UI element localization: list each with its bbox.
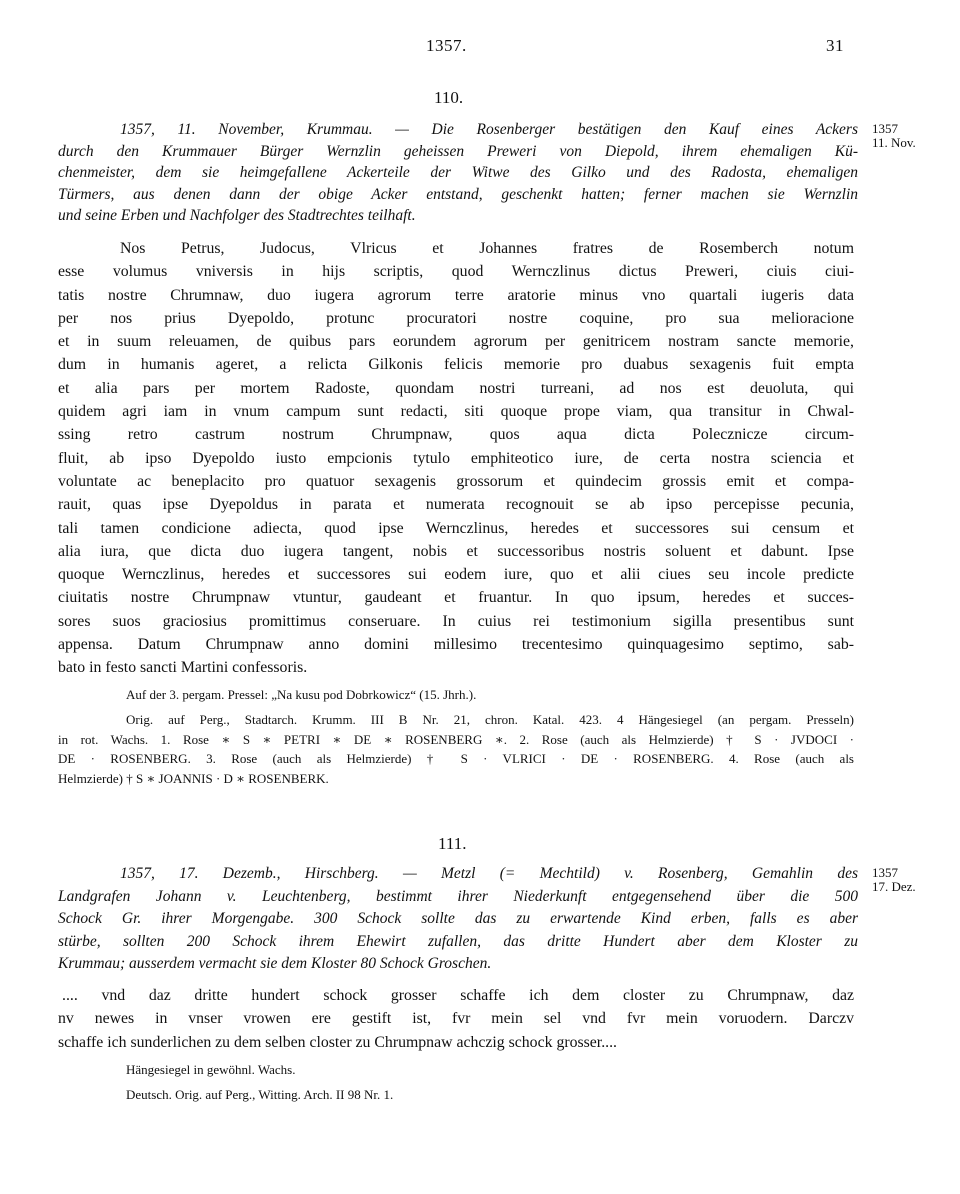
regest-line: und seine Erben und Nachfolger des Stadtrechtes teilhaft.	[58, 207, 416, 224]
text-line: quoque Wernczlinus, heredes et successores sui eodem iure, quo et alii ciues seu incole predicte	[58, 566, 854, 584]
margin-date-day: 17. Dez.	[872, 879, 916, 894]
text-line: Nos Petrus, Judocus, Vlricus et Johannes fratres de Rosemberch notum	[120, 240, 854, 257]
regest-110	[58, 119, 858, 227]
text-line: sores suos graciosius promittimus conseruare. In cuius rei testimonium sigilla presentibus sunt	[58, 612, 854, 630]
regest-line: stürbe, sollten 200 Schock ihrem Ehewirt zufallen, das dritte Hundert aber dem Kloster zu	[58, 932, 858, 950]
regest-line: durch den Krummauer Bürger Wernzlin geheissen Preweri von Diepold, ihrem ehemaligen Kü-	[58, 142, 858, 160]
apparatus-notes-111	[58, 1057, 854, 1107]
document-text-111	[58, 984, 854, 1054]
text-line: dum in humanis ageret, a relicta Gilkonis felicis memorie pro duabus sexagenis fuit empta	[58, 356, 854, 374]
note-line: Orig. auf Perg., Stadtarch. Krumm. III B Nr. 21, chron. Katal. 423. 4 Hängesiegel (an pergam. Presseln)	[126, 712, 854, 727]
document-number-110: 110.	[434, 88, 464, 107]
document-number-111: 111.	[438, 834, 467, 853]
text-line: esse volumus vniversis in hijs scriptis, quod Wernczlinus dictus Preweri, ciuis ciui-	[58, 263, 854, 281]
running-head-year: 1357.	[426, 36, 467, 55]
text-line: tali tamen condicione adiecta, quod ipse Wernczlinus, heredes et successores sui censum et	[58, 519, 854, 537]
note-line: DE · ROSENBERG. 3. Rose (auch als Helmzierde) † S · VLRICI · DE · ROSENBERG. 4. Rose (auch als	[58, 751, 854, 766]
apparatus-note-110	[58, 685, 854, 705]
regest-line: 1357, 17. Dezemb., Hirschberg. — Metzl (= Mechtild) v. Rosenberg, Gemahlin des	[120, 865, 858, 882]
regest-line: 1357, 11. November, Krummau. — Die Rosenberger bestätigen den Kauf eines Ackers	[120, 121, 858, 138]
text-line: nv newes in vnser vrowen ere gestift ist, fvr mein sel vnd fvr mein voruodern. Darczv	[58, 1010, 854, 1028]
regest-line: Türmers, aus denen dann der obige Acker entstand, geschenkt hatten; ferner machen sie Wernzlin	[58, 185, 858, 203]
regest-line: Schock Gr. ihrer Morgengabe. 300 Schock sollte das zu erwartende Kind erben, falls es aber	[58, 910, 858, 927]
text-line: .... vnd daz dritte hundert schock grosser schaffe ich dem closter zu Chrumpnaw, daz	[62, 987, 854, 1004]
text-line: schaffe ich sunderlichen zu dem selben closter zu Chrumpnaw achczig schock grosser....	[58, 1033, 617, 1051]
note-line: Hängesiegel in gewöhnl. Wachs.	[126, 1062, 296, 1077]
text-line: et alia pars per mortem Radoste, quondam nostri turreani, ad nos est deuoluta, qui	[58, 379, 854, 397]
source-description-110	[58, 710, 854, 788]
text-line: alia iura, que dicta duo iugera tangent, nobis et successoribus nostris soluent et dabunt. Ipse	[58, 542, 854, 560]
note-line: Helmzierde) † S ∗ JOANNIS · D ∗ ROSENBERK.	[58, 770, 329, 786]
text-line: bato in festo sancti Martini confessoris.	[58, 659, 308, 677]
text-line: appensa. Datum Chrumpnaw anno domini millesimo trecentesimo quinquagesimo septimo, sab-	[58, 636, 854, 654]
text-line: et in suum releuamen, de quibus pars eorundem agrorum per genitricem nostram sancte memorie,	[58, 333, 854, 351]
text-line: fluit, ab ipso Dyepoldo iusto empcionis tytulo emphiteotico iure, de certa nostra sciencia et	[58, 449, 854, 467]
margin-date-111	[872, 866, 916, 894]
text-line: voluntate ac beneplacito pro quatuor sexagenis grossorum et quindecim grossis emit et compa-	[58, 472, 854, 490]
regest-line: Landgrafen Johann v. Leuchtenberg, bestimmt ihrer Niederkunft entgegensehend über die 500	[58, 887, 858, 905]
note-line: in rot. Wachs. 1. Rose ∗ S ∗ PETRI ∗ DE ∗ ROSENBERG ∗. 2. Rose (auch als Helmzierde) † S · JVDOCI ·	[58, 731, 854, 747]
text-line: quidem agri iam in vnum campum sunt redacti, siti quoque prope viam, qua transitur in Chwal-	[58, 403, 854, 421]
note-line: Auf der 3. pergam. Pressel: „Na kusu pod Dobrkowicz“ (15. Jhrh.).	[126, 687, 477, 702]
text-line: ssing retro castrum nostrum Chrumpnaw, quos aqua dicta Polecznicze circum-	[58, 426, 854, 444]
margin-date-day: 11. Nov.	[872, 135, 916, 150]
margin-date-year: 1357	[872, 121, 898, 136]
note-line: Deutsch. Orig. auf Perg., Witting. Arch. II 98 Nr. 1.	[126, 1087, 394, 1102]
text-line: per nos prius Dyepoldo, protunc procuratori nostre coquine, pro sua melioracione	[58, 309, 854, 327]
regest-111	[58, 863, 858, 976]
margin-date-110	[872, 122, 916, 150]
document-text-110	[58, 237, 854, 680]
text-line: ciuitatis nostre Chrumpnaw vtuntur, gaudeant et fruantur. In quo ipsum, heredes et succes-	[58, 589, 854, 607]
page-number: 31	[826, 36, 844, 55]
regest-line: chenmeister, dem sie heimgefallene Ackerteile der Witwe des Gilko und des Radosta, ehemaligen	[58, 164, 858, 181]
regest-line: Krummau; ausserdem vermacht sie dem Kloster 80 Schock Groschen.	[58, 955, 492, 972]
text-line: rauit, quas ipse Dyepoldus in parata et numerata recognouit se ab ipso percepisse pecunia,	[58, 496, 854, 514]
text-line: tatis nostre Chrumnaw, duo iugera agrorum terre aratorie minus vno quartali iugeris data	[58, 286, 854, 304]
margin-date-year: 1357	[872, 865, 898, 880]
